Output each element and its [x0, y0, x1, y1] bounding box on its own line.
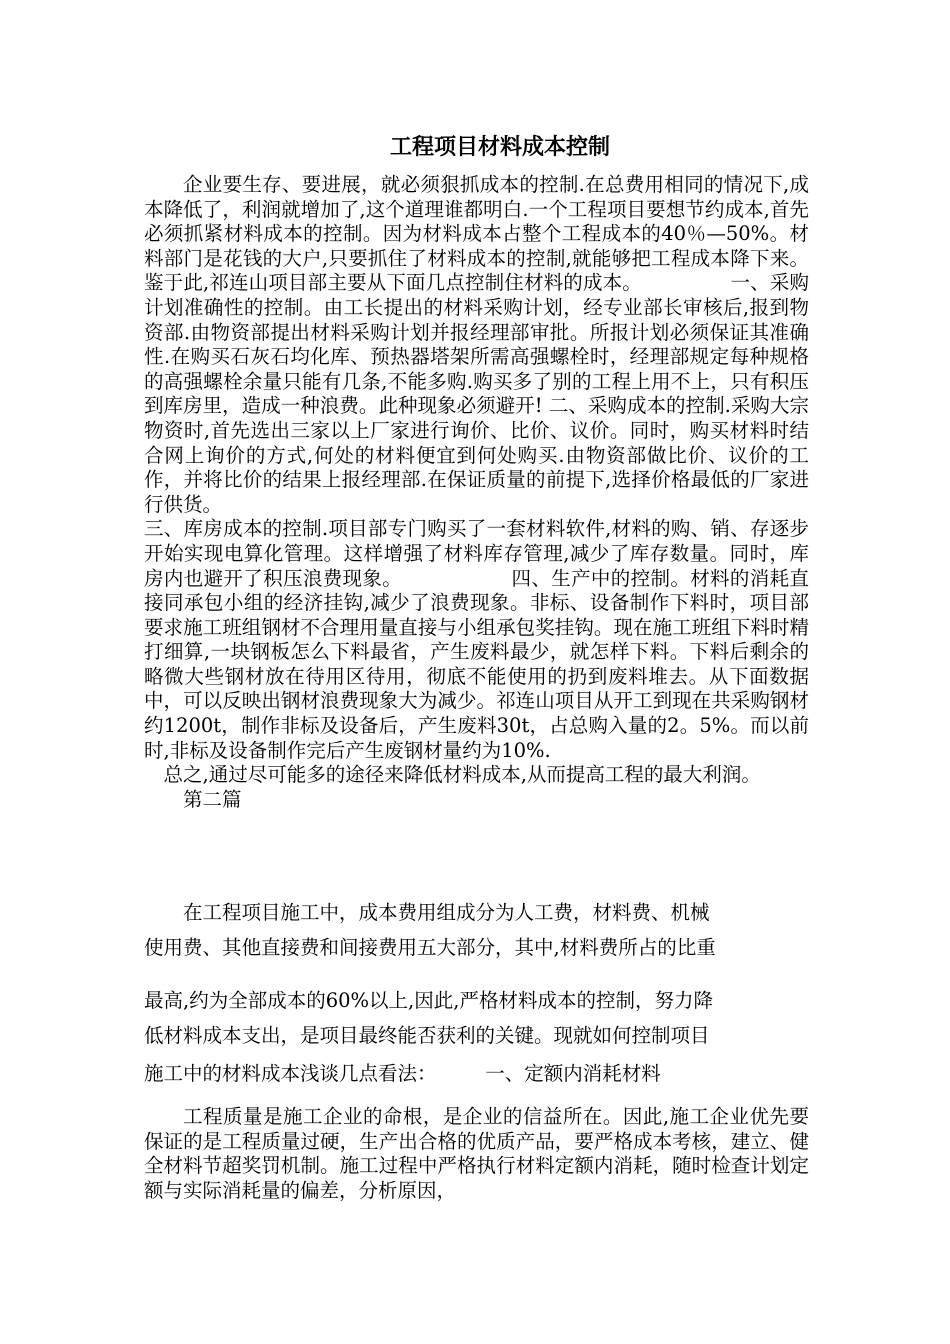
- section-two-line-4: 低材料成本支出，是项目最终能否获利的关键。现就如何控制项目: [144, 1024, 710, 1047]
- section-two-line-1: 在工程项目施工中，成本费用组成分为人工费，材料费、机械: [183, 901, 710, 924]
- paragraph-3: 总之,通过尽可能多的途径来降低材料成本,从而提高工程的最大利润。: [144, 763, 761, 787]
- paragraph-1: 企业要生存、要进展，就必须狠抓成本的控制.在总费用相同的情况下,成本降低了，利润就增加了,这个道理谁都明白.一个工程项目要想节约成本,首先必须抓紧材料成本的控制。因为材料成本占整个工程成本的40％—50%。材料部门是花钱的大户,只要抓住了材料成本的控制,就能够把工程成本降下来。鉴于此,祁连山项目部主要从下面几点控制住材料的成本。 一、采购计划准确性的控制。由工长提出的材料采购计划，经专业部长审核后,报到物资部.由物资部提出材料采购计划并报经理部审批。所报计划必须保证其准确性.在购买石灰石均化库、预热器塔架所需高强螺栓时，经理部规定每种规格的高强螺栓余量只能有几条,不能多购.购买多了别的工程上用不上，只有积压到库房里，造成一种浪费。此种现象必须避开! 二、采购成本的控制.采购大宗物资时,首先选出三家以上厂家进行询价、比价、议价。同时，购买材料时结合网上询价的方式,何处的材料便宜到何处购买.由物资部做比价、议价的工作，并将比价的结果上报经理部.在保证质量的前提下,选择价格最低的厂家进行供货。: [144, 173, 809, 516]
- paragraph-2: 三、库房成本的控制.项目部专门购买了一套材料软件,材料的购、销、存逐步开始实现电算化管理。这样增强了材料库存管理,减少了库存数量。同时，库房内也避开了积压浪费现象。 四、生产中的控制。材料的消耗直接同承包小组的经济挂钩,减少了浪费现象。非标、设备制作下料时，项目部要求施工班组钢材不合理用量直接与小组承包奖挂钩。现在施工班组下料时精打细算,一块钢板怎么下料最省，产生废料最少，就怎样下料。下料后剩余的略微大些钢材放在待用区待用，彻底不能使用的扔到废料堆去。从下面数据中，可以反映出钢材浪费现象大为减少。祁连山项目从开工到现在共采购钢材约1200t，制作非标及设备后，产生废料30t，占总购入量的2。5%。而以前时,非标及设备制作完后产生废钢材量约为10%.: [144, 517, 809, 762]
- section-two-line-3: 最高,约为全部成本的60%以上,因此,严格材料成本的控制，努力降: [144, 989, 713, 1012]
- section-two-final-paragraph: [144, 1105, 809, 1203]
- section-two-line-2: 使用费、其他直接费和间接费用五大部分，其中,材料费所占的比重: [144, 936, 716, 959]
- document-title: 工程项目材料成本控制: [389, 135, 610, 160]
- section-two-label: 第二篇: [183, 787, 242, 811]
- document-body: [144, 173, 809, 812]
- section-two-line-5: 施工中的材料成本浅谈几点看法： 一、定额内消耗材料: [144, 1062, 661, 1085]
- paragraph-quality: 工程质量是施工企业的命根，是企业的信益所在。因此,施工企业优先要保证的是工程质量过硬，生产出合格的优质产品，要严格成本考核，建立、健全材料节超奖罚机制。施工过程中严格执行材料定额内消耗，随时检查计划定额与实际消耗量的偏差，分析原因，: [144, 1105, 809, 1202]
